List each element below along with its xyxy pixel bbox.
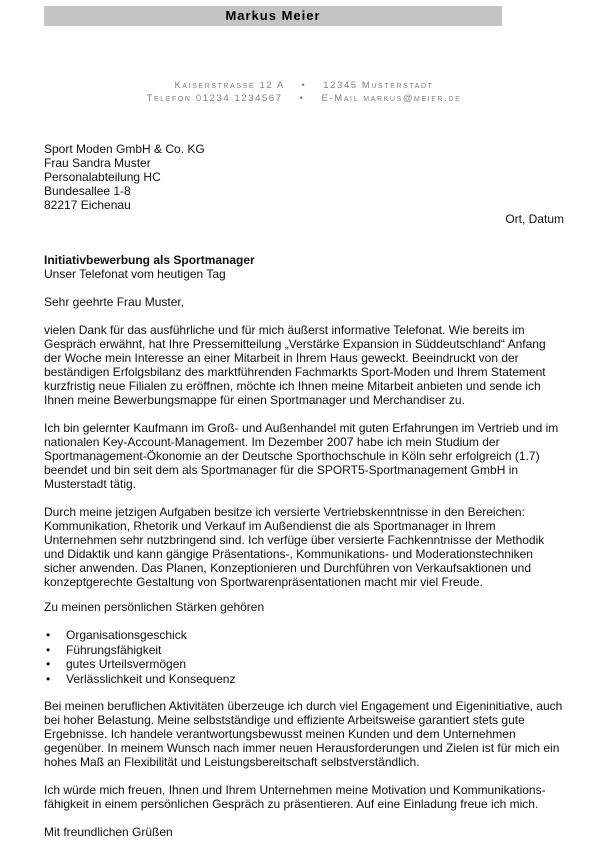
recipient-address [44,142,205,212]
bullet-icon: • [46,671,51,686]
letterhead-name-bar [44,6,502,26]
sender-contact-line: Telefon 01234 1234567 • E-Mail markus@meier.de [146,93,462,104]
strength-label: gutes Urteilsvermögen [66,657,187,671]
strength-label: Verlässlichkeit und Konsequenz [66,671,236,686]
paragraph-intro: vielen Dank für das ausführliche und für mich äußerst informative Telefonat. Wie bereits im Gespräch erwähnt, hat Ihre Pressemitteilung „Verstärke Expansion in Süddeutschland“ Anfang der Woche mein Interesse an einer Mitarbeit in Ihrem Haus geweckt. Beeindruckt von der beständigen Erfolgsbilanz des marktführenden Fachmarkts Sport-Moden und Ihrem Statement kurzfristig neue Filialen zu eröffnen, möchte ich Ihnen meine Mitarbeit anbieten und sende ich Ihnen meine Bewerbungsmappe für einen Sportmanager und Merchandiser zu. [44,323,546,407]
subject-block [44,253,255,281]
subject-title: Initiativbewerbung als Sportmanager [44,253,255,267]
paragraph-work-style: Bei meinen beruflichen Aktivitäten überzeuge ich durch viel Engagement und Eigeninitiative, auch bei hoher Belastung. Meine selbstständige und effiziente Arbeitsweise garantiert stets gute Ergebnisse. Ich handele verantwortungsbewusst meinen Kunden und dem Unternehmen gegenüber. In meinem Wunsch nach immer neuen Herausforderungen und Zielen ist für mich ein hohes Maß an Flexibilität und Leistungsbereitschaft selbstverständlich. [44,699,563,769]
sign-off: Mit freundlichen Grüßen [44,825,173,839]
paragraph-background: Ich bin gelernter Kaufmann im Groß- und Außenhandel mit guten Erfahrungen im Vertrieb und im nationalen Key-Account-Management. Im Dezember 2007 habe ich mein Studium der Sportmanagement-Ökonomie an der Deutsche Sporthochschule in Köln sehr erfolgreich (1.7) beendet und bin seit dem als Sportmanager für die SPORT5-Sportmanagement GmbH in Musterstadt tätig. [44,421,559,491]
bullet-icon: • [46,628,51,642]
paragraph-strengths-intro: Zu meinen persönlichen Stärken gehören [44,600,265,614]
strength-label: Organisationsgeschick [66,628,187,642]
paragraph-closing: Ich würde mich freuen, Ihnen und Ihrem Unternehmen meine Motivation und Kommunikations-fähigkeit in einem persönlichen Gespräch zu präsentieren. Auf eine Einladung freue ich mich. [44,783,546,811]
recipient-company: Sport Moden GmbH & Co. KG [44,142,205,156]
subject-reference: Unser Telefonat vom heutigen Tag [44,267,226,281]
sender-address-line: Kaiserstrasse 12 A • 12345 Musterstadt [174,80,434,91]
recipient-city: 82217 Eichenau [44,198,131,212]
list-item [44,672,235,687]
strength-label: Führungsfähigkeit [66,642,162,657]
list-item [44,628,235,643]
bullet-icon: • [46,657,51,671]
list-item [44,657,235,672]
strengths-list [44,628,235,686]
salutation: Sehr geehrte Frau Muster, [44,295,185,309]
place-date: Ort, Datum [505,212,564,226]
bullet-icon: • [46,642,51,657]
recipient-department: Personalabteilung HC [44,170,161,184]
paragraph-skills: Durch meine jetzigen Aufgaben besitze ich versierte Vertriebskenntnisse in den Bereichen: Kommunikation, Rhetorik und Verkauf im Außendienst die als Sportmanager in Ihrem Unternehmen sehr nutzbringend sind. Ich verfüge über versierte Fachkenntnisse der Methodik und Didaktik und kann gängige Präsentations-, Kommunikations- und Moderationstechniken sicher anwenden. Das Planen, Konzeptionieren und Durchführen von Verkaufsaktionen und konzeptgerechte Gestaltung von Sportwarenpräsentationen macht mir viel Freude. [44,505,545,589]
recipient-contact: Frau Sandra Muster [44,156,151,170]
sender-name: Markus Meier [225,8,321,23]
recipient-street: Bundesallee 1-8 [44,184,131,198]
list-item [44,643,235,658]
